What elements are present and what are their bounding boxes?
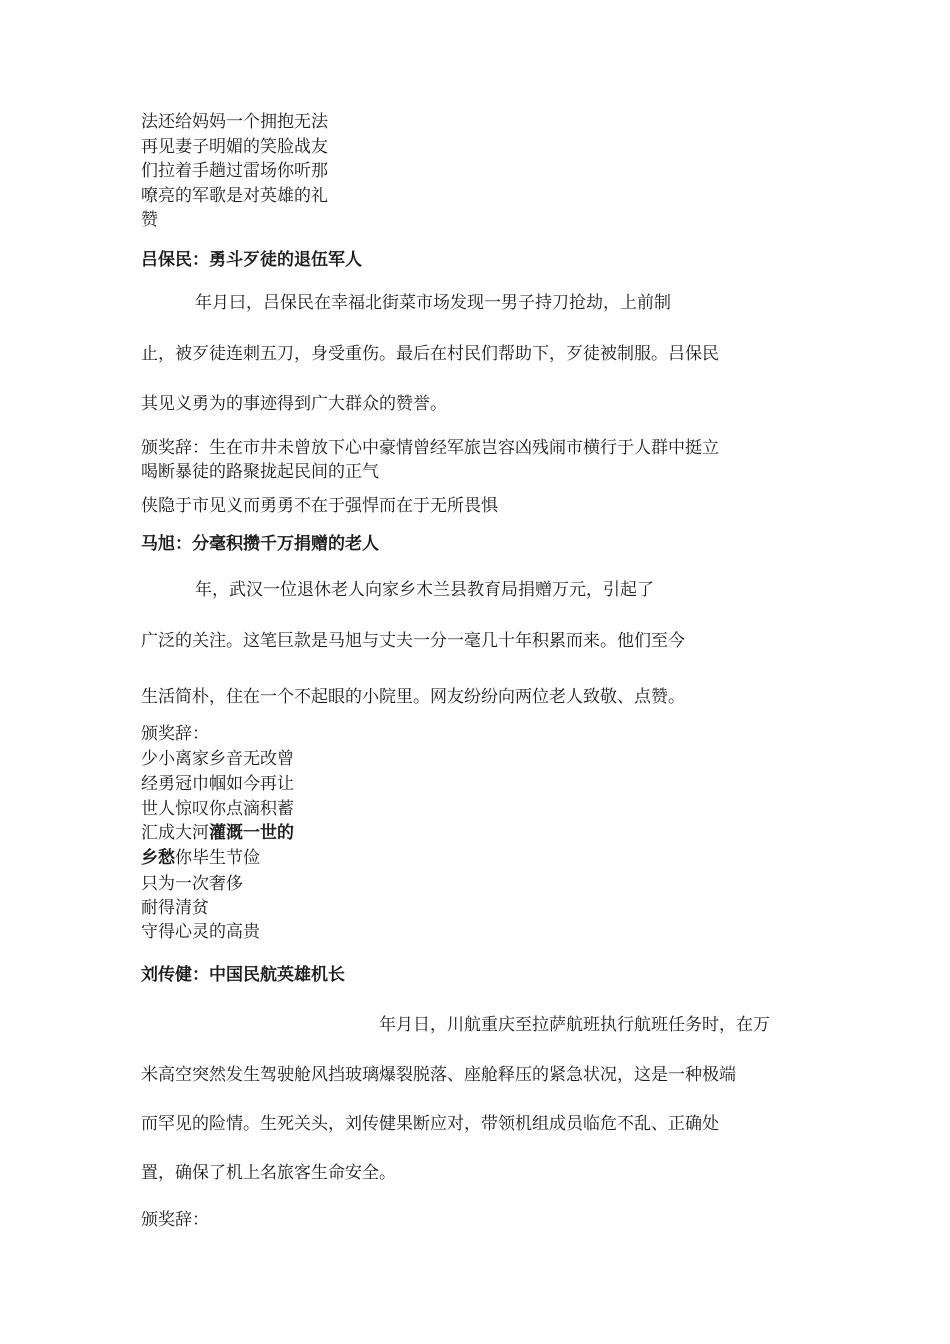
award-label: 颁奖辞： bbox=[141, 724, 209, 744]
paragraph-line: 生活简朴，住在一个不起眼的小院里。网友纷纷向两位老人致敬、点赞。 bbox=[141, 687, 685, 707]
poem-text: 你毕生节俭 bbox=[175, 848, 260, 868]
poem-line: 嘹亮的军歌是对英雄的礼 bbox=[141, 186, 328, 206]
award-text: 勇不在于强悍而在于无所畏惧 bbox=[277, 496, 498, 516]
award-text: 侠隐于市 bbox=[141, 496, 209, 516]
poem-line: 们拉着手趟过雷场你听那 bbox=[141, 161, 328, 181]
paragraph-line: 止，被歹徒连刺五刀，身受重伤。最后在村民们帮助下，歹徒被制服。吕保民 bbox=[141, 344, 719, 364]
poem-text: 汇成大河 bbox=[141, 823, 209, 843]
paragraph-line: 年月日，川航重庆至拉萨航班执行航班任务时，在万 bbox=[379, 1015, 770, 1035]
award-speech-line: 喝断暴徒的路聚拢起民间的正气 bbox=[141, 462, 379, 482]
poem-line: 耐得清贫 bbox=[141, 898, 209, 918]
section-heading: 马旭：分毫积攒千万捐赠的老人 bbox=[141, 534, 379, 554]
paragraph-line: 广泛的关注。这笔巨款是马旭与丈夫一分一毫几十年积累而来。他们至今 bbox=[141, 631, 685, 651]
poem-line: 少小离家乡音无改曾 bbox=[141, 749, 294, 769]
award-text-emphasis: 见义而勇 bbox=[209, 496, 277, 516]
poem-line: 再见妻子明媚的笑脸战友 bbox=[141, 137, 328, 157]
paragraph-line: 年，武汉一位退休老人向家乡木兰县教育局捐赠万元，引起了 bbox=[195, 580, 654, 600]
poem-line bbox=[141, 821, 294, 846]
paragraph-line: 年月曰，吕保民在幸福北街菜市场发现一男子持刀抢劫，上前制 bbox=[195, 293, 671, 313]
paragraph-line: 而罕见的险情。生死关头，刘传健果断应对，带领机组成员临危不乱、正确处 bbox=[141, 1114, 719, 1134]
poem-line: 只为一次奢侈 bbox=[141, 874, 243, 894]
paragraph-line: 置，确保了机上名旅客生命安全。 bbox=[141, 1163, 396, 1183]
poem-line: 世人惊叹你点滴积蓄 bbox=[141, 799, 294, 819]
award-speech-line bbox=[141, 494, 498, 518]
poem-text-emphasis: 灌溉一世的 bbox=[209, 823, 294, 843]
poem-line: 守得心灵的高贵 bbox=[141, 922, 260, 942]
poem-line: 法还给妈妈一个拥抱无法 bbox=[141, 112, 328, 132]
poem-line: 赞 bbox=[141, 210, 158, 230]
poem-line bbox=[141, 846, 260, 871]
poem-line: 经勇冠巾帼如今再让 bbox=[141, 774, 294, 794]
section-heading: 刘传健：中国民航英雄机长 bbox=[141, 965, 345, 985]
section-heading: 吕保民：勇斗歹徒的退伍军人 bbox=[141, 250, 362, 270]
paragraph-line: 米高空突然发生驾驶舱风挡玻璃爆裂脱落、座舱释压的紧急状况，这是一种极端 bbox=[141, 1065, 736, 1085]
poem-text-emphasis: 乡愁 bbox=[141, 848, 175, 868]
award-speech-line: 颁奖辞：生在市井未曾放下心中豪情曾经军旅岂容凶残闹市横行于人群中挺立 bbox=[141, 438, 719, 458]
paragraph-line: 其见义勇为的事迹得到广大群众的赞誉。 bbox=[141, 394, 447, 414]
award-label: 颁奖辞： bbox=[141, 1210, 209, 1230]
